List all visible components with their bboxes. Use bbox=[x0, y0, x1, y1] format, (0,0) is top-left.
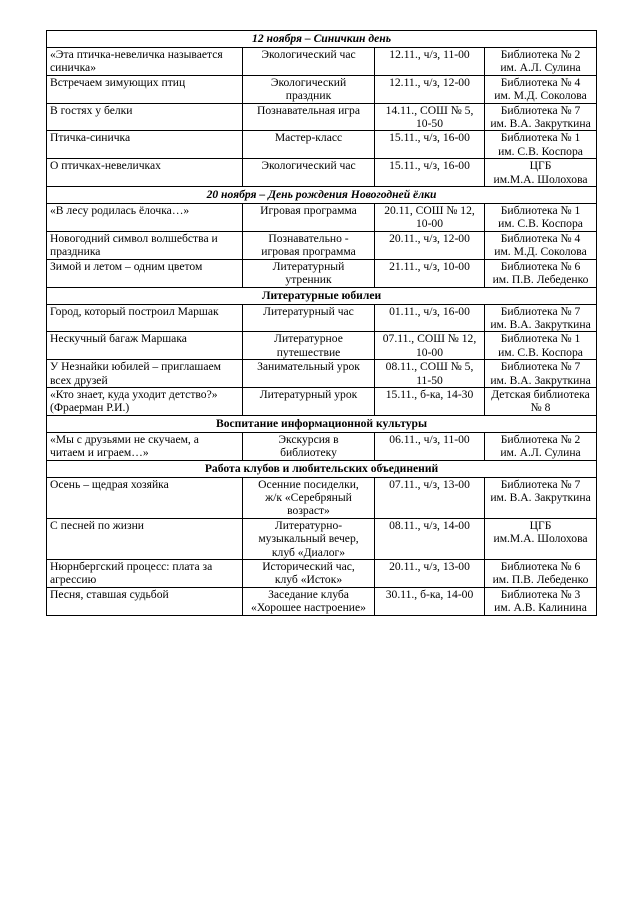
event-title-cell: Осень – щедрая хозяйка bbox=[47, 477, 243, 518]
event-place-cell: Библиотека № 6 им. П.В. Лебеденко bbox=[485, 560, 597, 588]
event-date-cell: 21.11., ч/з, 10-00 bbox=[375, 259, 485, 287]
event-title-cell: Нюрнбергский процесс: плата за агрессию bbox=[47, 560, 243, 588]
event-row bbox=[47, 48, 597, 76]
event-place-cell: Библиотека № 7 им. В.А. Закруткина bbox=[485, 477, 597, 518]
event-place-cell: ЦГБ им.М.А. Шолохова bbox=[485, 518, 597, 559]
event-place-cell: Библиотека № 1 им. С.В. Коспора bbox=[485, 332, 597, 360]
section-header-row bbox=[47, 415, 597, 432]
section-header-row bbox=[47, 460, 597, 477]
event-title-cell: «В лесу родилась ёлочка…» bbox=[47, 204, 243, 232]
event-place-cell: Библиотека № 1 им. С.В. Коспора bbox=[485, 204, 597, 232]
event-form-cell: Исторический час, клуб «Исток» bbox=[243, 560, 375, 588]
event-place-cell: Библиотека № 4 им. М.Д. Соколова bbox=[485, 231, 597, 259]
event-title-cell: Песня, ставшая судьбой bbox=[47, 587, 243, 615]
event-title-cell: О птичках-невеличках bbox=[47, 159, 243, 187]
section-title: 12 ноября – Синичкин день bbox=[47, 31, 597, 48]
events-schedule-table bbox=[46, 30, 597, 616]
event-title-cell: Зимой и летом – одним цветом bbox=[47, 259, 243, 287]
event-row bbox=[47, 204, 597, 232]
event-form-cell: Литературное путешествие bbox=[243, 332, 375, 360]
event-date-cell: 20.11., ч/з, 12-00 bbox=[375, 231, 485, 259]
event-date-cell: 07.11., ч/з, 13-00 bbox=[375, 477, 485, 518]
event-row bbox=[47, 75, 597, 103]
event-title-cell: Нескучный багаж Маршака bbox=[47, 332, 243, 360]
section-header-row bbox=[47, 31, 597, 48]
event-form-cell: Игровая программа bbox=[243, 204, 375, 232]
section-title: 20 ноября – День рождения Новогодней ёлки bbox=[47, 187, 597, 204]
event-row bbox=[47, 587, 597, 615]
event-place-cell: ЦГБ им.М.А. Шолохова bbox=[485, 159, 597, 187]
event-title-cell: С песней по жизни bbox=[47, 518, 243, 559]
event-title-cell: Город, который построил Маршак bbox=[47, 304, 243, 332]
event-place-cell: Библиотека № 1 им. С.В. Коспора bbox=[485, 131, 597, 159]
event-title-cell: Встречаем зимующих птиц bbox=[47, 75, 243, 103]
section-title: Воспитание информационной культуры bbox=[47, 415, 597, 432]
event-title-cell: В гостях у белки bbox=[47, 103, 243, 131]
event-date-cell: 01.11., ч/з, 16-00 bbox=[375, 304, 485, 332]
event-place-cell: Библиотека № 7 им. В.А. Закруткина bbox=[485, 103, 597, 131]
event-form-cell: Литературный час bbox=[243, 304, 375, 332]
event-date-cell: 15.11., ч/з, 16-00 bbox=[375, 131, 485, 159]
event-row bbox=[47, 360, 597, 388]
event-place-cell: Библиотека № 2 им. А.Л. Сулина bbox=[485, 432, 597, 460]
event-row bbox=[47, 518, 597, 559]
event-date-cell: 30.11., б-ка, 14-00 bbox=[375, 587, 485, 615]
event-form-cell: Занимательный урок bbox=[243, 360, 375, 388]
event-form-cell: Осенние посиделки, ж/к «Серебряный возраст» bbox=[243, 477, 375, 518]
event-row bbox=[47, 131, 597, 159]
event-title-cell: У Незнайки юбилей – приглашаем всех друзей bbox=[47, 360, 243, 388]
event-row bbox=[47, 387, 597, 415]
event-row bbox=[47, 103, 597, 131]
event-title-cell: Новогодний символ волшебства и праздника bbox=[47, 231, 243, 259]
event-row bbox=[47, 304, 597, 332]
event-form-cell: Литературно- музыкальный вечер, клуб «Диалог» bbox=[243, 518, 375, 559]
event-title-cell: Птичка-синичка bbox=[47, 131, 243, 159]
event-place-cell: Детская библиотека № 8 bbox=[485, 387, 597, 415]
event-form-cell: Экскурсия в библиотеку bbox=[243, 432, 375, 460]
event-form-cell: Экологический час bbox=[243, 48, 375, 76]
event-title-cell: «Эта птичка-невеличка называется синичка» bbox=[47, 48, 243, 76]
event-title-cell: «Мы с друзьями не скучаем, а читаем и играем…» bbox=[47, 432, 243, 460]
event-row bbox=[47, 159, 597, 187]
event-date-cell: 15.11., ч/з, 16-00 bbox=[375, 159, 485, 187]
event-date-cell: 06.11., ч/з, 11-00 bbox=[375, 432, 485, 460]
event-form-cell: Литературный утренник bbox=[243, 259, 375, 287]
event-place-cell: Библиотека № 4 им. М.Д. Соколова bbox=[485, 75, 597, 103]
event-date-cell: 14.11., СОШ № 5, 10-50 bbox=[375, 103, 485, 131]
section-header-row bbox=[47, 287, 597, 304]
event-date-cell: 20.11., ч/з, 13-00 bbox=[375, 560, 485, 588]
section-title: Работа клубов и любительских объединений bbox=[47, 460, 597, 477]
event-place-cell: Библиотека № 2 им. А.Л. Сулина bbox=[485, 48, 597, 76]
event-place-cell: Библиотека № 3 им. А.В. Калинина bbox=[485, 587, 597, 615]
event-place-cell: Библиотека № 7 им. В.А. Закруткина bbox=[485, 360, 597, 388]
event-date-cell: 15.11., б-ка, 14-30 bbox=[375, 387, 485, 415]
event-form-cell: Познавательная игра bbox=[243, 103, 375, 131]
event-date-cell: 08.11., СОШ № 5, 11-50 bbox=[375, 360, 485, 388]
event-row bbox=[47, 477, 597, 518]
event-form-cell: Мастер-класс bbox=[243, 131, 375, 159]
event-form-cell: Познавательно - игровая программа bbox=[243, 231, 375, 259]
event-date-cell: 20.11, СОШ № 12, 10-00 bbox=[375, 204, 485, 232]
event-form-cell: Экологический час bbox=[243, 159, 375, 187]
event-form-cell: Заседание клуба «Хорошее настроение» bbox=[243, 587, 375, 615]
event-date-cell: 12.11., ч/з, 11-00 bbox=[375, 48, 485, 76]
schedule-body bbox=[47, 31, 597, 616]
event-place-cell: Библиотека № 7 им. В.А. Закруткина bbox=[485, 304, 597, 332]
event-row bbox=[47, 231, 597, 259]
event-row bbox=[47, 560, 597, 588]
event-form-cell: Экологический праздник bbox=[243, 75, 375, 103]
event-date-cell: 07.11., СОШ № 12, 10-00 bbox=[375, 332, 485, 360]
event-row bbox=[47, 332, 597, 360]
event-row bbox=[47, 259, 597, 287]
event-place-cell: Библиотека № 6 им. П.В. Лебеденко bbox=[485, 259, 597, 287]
event-row bbox=[47, 432, 597, 460]
section-title: Литературные юбилеи bbox=[47, 287, 597, 304]
event-form-cell: Литературный урок bbox=[243, 387, 375, 415]
event-title-cell: «Кто знает, куда уходит детство?» (Фраерман Р.И.) bbox=[47, 387, 243, 415]
event-date-cell: 08.11., ч/з, 14-00 bbox=[375, 518, 485, 559]
section-header-row bbox=[47, 187, 597, 204]
event-date-cell: 12.11., ч/з, 12-00 bbox=[375, 75, 485, 103]
